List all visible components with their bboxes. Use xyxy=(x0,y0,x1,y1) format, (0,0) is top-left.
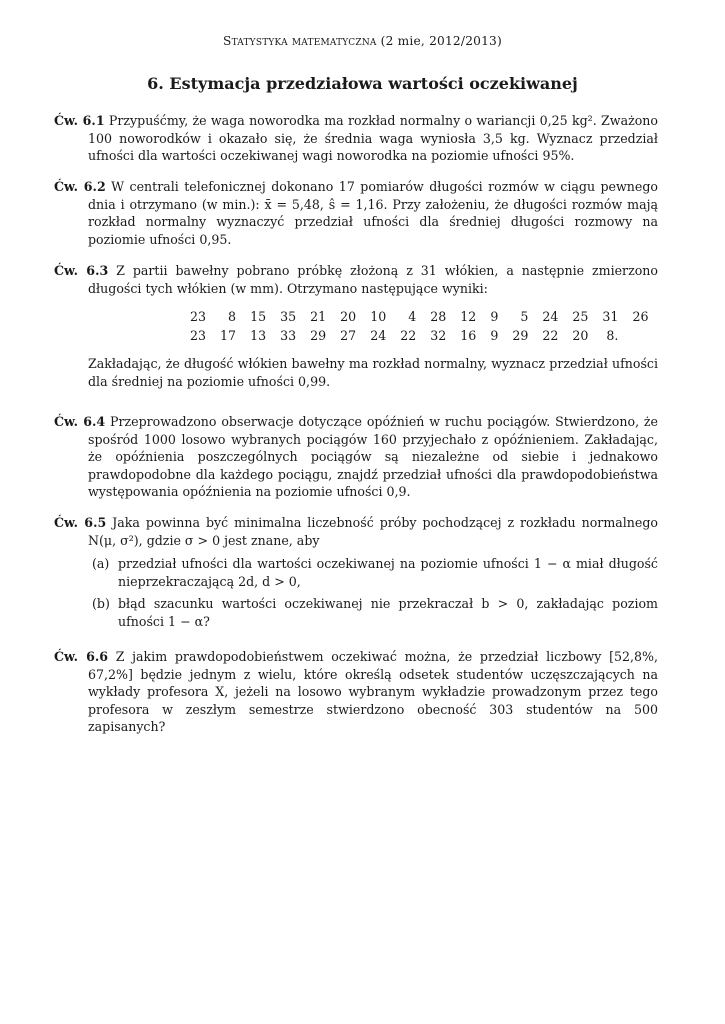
table-cell: 21 xyxy=(310,309,327,325)
table-cell: 25 xyxy=(572,309,589,325)
exercise-label: Ćw. 6.6 xyxy=(54,649,108,664)
table-cell: 23 xyxy=(190,328,207,344)
exercise-text-after: Zakładając, że długość włókien bawełny ma rozkład normalny, wyznacz przedział ufności dla średniej na poziomie ufności 0,99. xyxy=(88,356,658,389)
exercise-6-4 xyxy=(54,413,658,501)
sub-items xyxy=(88,555,658,630)
table-cell: 29 xyxy=(310,328,327,344)
table-cell: 20 xyxy=(340,309,357,325)
exercise-label: Ćw. 6.2 xyxy=(54,179,106,194)
table-cell: 9 xyxy=(490,328,499,344)
exercise-text: Jaka powinna być minimalna liczebność próby pochodzącej z rozkładu normalnego N(μ, σ²), gdzie σ > 0 jest znane, aby xyxy=(88,515,658,548)
list-item xyxy=(88,555,658,590)
table-cell: 35 xyxy=(280,309,297,325)
table-cell: 23 xyxy=(190,309,207,325)
item-text: błąd szacunku wartości oczekiwanej nie przekraczał b > 0, zakładając poziom ufności 1 − α? xyxy=(118,596,658,629)
exercise-6-3 xyxy=(54,262,658,390)
table-cell: 16 xyxy=(460,328,477,344)
table-cell: 15 xyxy=(250,309,267,325)
exercise-6-5 xyxy=(54,514,658,636)
item-text: przedział ufności dla wartości oczekiwanej na poziomie ufności 1 − α miał długość nieprzekraczającą 2d, d > 0, xyxy=(118,556,658,589)
table-cell: 24 xyxy=(542,309,559,325)
exercise-6-1 xyxy=(54,112,658,165)
table-cell: 20 xyxy=(572,328,589,344)
table-cell: 28 xyxy=(430,309,447,325)
table-row xyxy=(183,307,655,326)
exercise-label: Ćw. 6.5 xyxy=(54,515,107,530)
exercise-text: Z partii bawełny pobrano próbkę złożoną z 31 włókien, a następnie zmierzono długości tych włókien (w mm). Otrzymano następujące wyniki: xyxy=(88,263,658,296)
exercise-text: Przeprowadzono obserwacje dotyczące opóźnień w ruchu pociągów. Stwierdzono, że spośród 1000 losowo wybranych pociągów 160 przyjechało z opóźnieniem. Zakładając, że opóźnienia poszczególnych pociągów są niezależne od siebie i jednakowo prawdopodobne dla każdego pociągu, znajdź przedział ufności dla prawdopodobieństwa występowania opóźnienia na poziomie ufności 0,9. xyxy=(88,414,659,500)
exercise-text: Z jakim prawdopodobieństwem oczekiwać można, że przedział liczbowy [52,8%, 67,2%] będzie jednym z wielu, które określą odsetek studentów uczęszczających na wykłady profesora X, jeżeli na losowo wybranym wykładzie prowadzonym przez tego profesora w zeszłym semestrze stwierdzono obecność 303 studentów na 500 zapisanych? xyxy=(88,649,658,735)
item-label: (a) xyxy=(92,556,110,572)
table-cell: 27 xyxy=(340,328,357,344)
exercise-label: Ćw. 6.3 xyxy=(54,263,109,278)
exercise-6-2 xyxy=(54,178,658,248)
measurements-table xyxy=(183,307,655,345)
table-cell: 12 xyxy=(460,309,477,325)
table-cell: 4 xyxy=(408,309,417,325)
table-cell: 10 xyxy=(370,309,387,325)
section-title: 6. Estymacja przedziałowa wartości oczekiwanej xyxy=(147,74,578,93)
table-cell: 5 xyxy=(520,309,529,325)
table-row xyxy=(183,326,655,345)
exercise-text: W centrali telefonicznej dokonano 17 pomiarów długości rozmów w ciągu pewnego dnia i otrzymano (w min.): x̄ = 5,48, ŝ = 1,16. Przy założeniu, że długości rozmów mają rozkład normalny wyznaczyć przedział ufności dla średniej długości rozmowy na poziomie ufności 0,95. xyxy=(88,179,658,247)
table-cell: 17 xyxy=(220,328,237,344)
header-meta: (2 mie, 2012/2013) xyxy=(380,34,502,48)
table-cell: 8. xyxy=(606,328,619,344)
list-item xyxy=(88,595,658,630)
course-name: Statystyka matematyczna xyxy=(223,34,377,48)
table-cell xyxy=(625,326,655,345)
table-cell: 32 xyxy=(430,328,447,344)
table-cell: 8 xyxy=(228,309,237,325)
table-cell: 31 xyxy=(602,309,619,325)
exercise-6-6 xyxy=(54,648,658,736)
running-header xyxy=(0,34,725,48)
exercise-label: Ćw. 6.4 xyxy=(54,414,106,429)
table-cell: 22 xyxy=(400,328,417,344)
item-label: (b) xyxy=(92,596,110,612)
table-cell: 24 xyxy=(370,328,387,344)
table-cell: 33 xyxy=(280,328,297,344)
table-cell: 9 xyxy=(490,309,499,325)
exercise-text: Przypuśćmy, że waga noworodka ma rozkład normalny o wariancji 0,25 kg². Zważono 100 noworodków i okazało się, że średnia waga wyniosła 3,5 kg. Wyznacz przedział ufności dla wartości oczekiwanej wagi noworodka na poziomie ufności 95%. xyxy=(88,113,658,164)
table-cell: 13 xyxy=(250,328,267,344)
table-cell: 29 xyxy=(512,328,529,344)
exercise-label: Ćw. 6.1 xyxy=(54,113,105,128)
table-cell: 22 xyxy=(542,328,559,344)
table-cell: 26 xyxy=(632,309,649,325)
